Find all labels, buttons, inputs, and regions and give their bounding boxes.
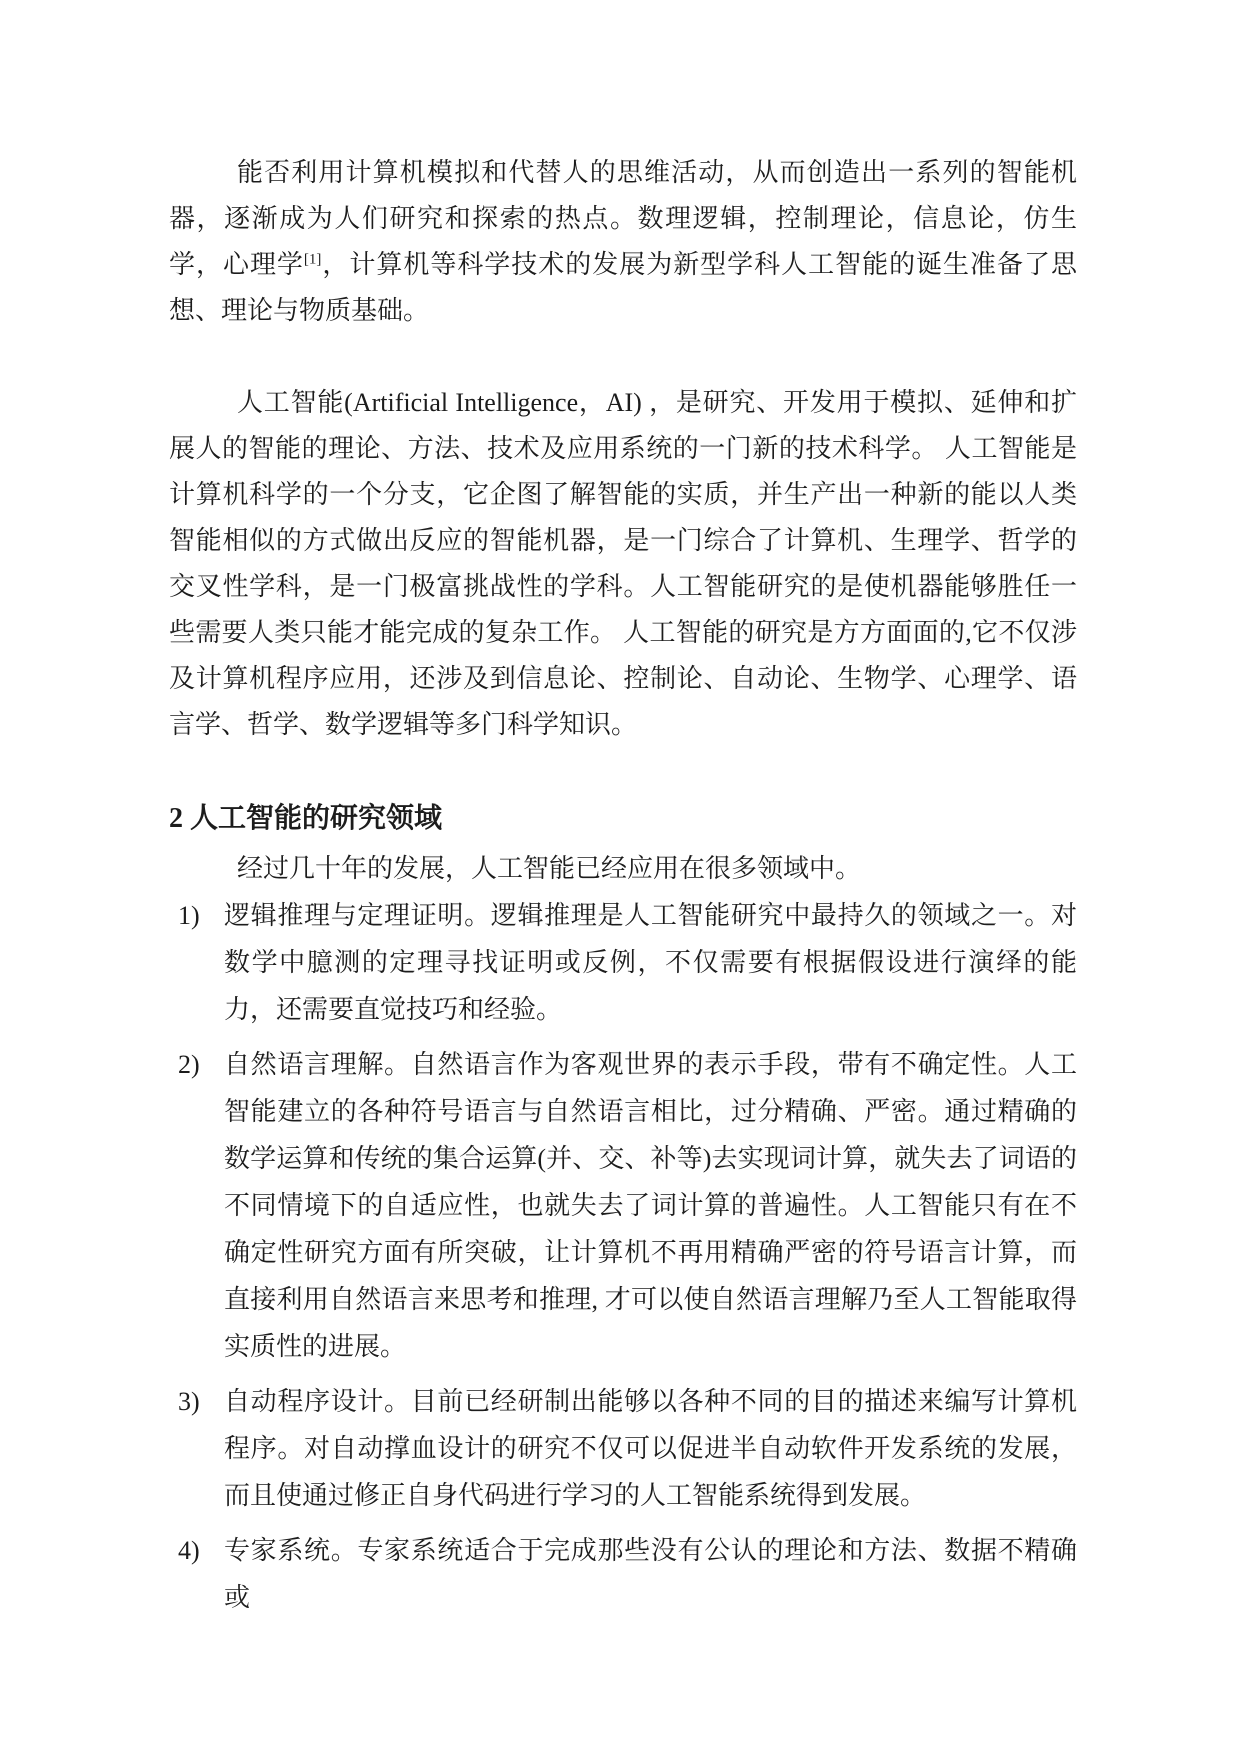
- list-item-text: 自动程序设计。目前已经研制出能够以各种不同的目的描述来编写计算机程序。对自动撑血设计的研究不仅可以促进半自动软件开发系统的发展，而且使通过修正自身代码进行学习的人工智能系统得到发展。: [224, 1387, 1077, 1510]
- list-item-number: 4): [178, 1536, 200, 1565]
- footnote-reference-1: [1]: [303, 251, 322, 268]
- list-item-automatic-programming: [169, 1378, 1077, 1519]
- list-item-text: 逻辑推理与定理证明。逻辑推理是人工智能研究中最持久的领域之一。对数学中臆测的定理寻找证明或反例，不仅需要有根据假设进行演绎的能力，还需要直觉技巧和经验。: [224, 901, 1077, 1024]
- list-item-number: 1): [178, 901, 200, 930]
- list-item-number: 2): [178, 1050, 200, 1079]
- paragraph-ai-definition: 人工智能(Artificial Intelligence，AI) ，是研究、开发用于模拟、延伸和扩展人的智能的理论、方法、技术及应用系统的一门新的技术科学。 人工智能是计算机科学的一个分支，它企图了解智能的实质，并生产出一种新的能以人类智能相似的方式做出反应的智能机器，是一门综合了计算机、生理学、哲学的交叉性学科，是一门极富挑战性的学科。人工智能研究的是使机器能够胜任一些需要人类只能才能完成的复杂工作。 人工智能的研究是方方面面的,它不仅涉及计算机程序应用，还涉及到信息论、控制论、自动论、生物学、心理学、语言学、哲学、数学逻辑等多门科学知识。: [169, 388, 1077, 739]
- paragraph-ai-origins: [169, 150, 1077, 334]
- paragraph-ai-origins-text: 能否利用计算机模拟和代替人的思维活动，从而创造出一系列的智能机器，逐渐成为人们研究和探索的热点。数理逻辑，控制理论，信息论，仿生学，心理学: [169, 158, 1077, 279]
- list-item-text: 自然语言理解。自然语言作为客观世界的表示手段，带有不确定性。人工智能建立的各种符号语言与自然语言相比，过分精确、严密。通过精确的数学运算和传统的集合运算(并、交、补等)去实现词计算，就失去了词语的不同情境下的自适应性，也就失去了词计算的普遍性。人工智能只有在不确定性研究方面有所突破，让计算机不再用精确严密的符号语言计算，而直接利用自然语言来思考和推理, 才可以使自然语言理解乃至人工智能取得实质性的进展。: [224, 1050, 1077, 1361]
- list-item-natural-language: [169, 1041, 1077, 1370]
- list-item-expert-systems: [169, 1527, 1077, 1621]
- section-heading-research-areas: 2 人工智能的研究领域: [169, 803, 443, 834]
- list-item-logic-reasoning: [169, 892, 1077, 1033]
- list-item-text: 专家系统。专家系统适合于完成那些没有公认的理论和方法、数据不精确或: [224, 1536, 1077, 1612]
- research-areas-list: [169, 892, 1077, 1621]
- section-lead-sentence: 经过几十年的发展，人工智能已经应用在很多领域中。: [237, 854, 862, 883]
- page-content: [169, 150, 1077, 1629]
- paragraph-ai-origins-continuation: ，计算机等科学技术的发展为新型学科人工智能的诞生准备了思想、理论与物质基础。: [169, 250, 1077, 325]
- list-item-number: 3): [178, 1387, 200, 1416]
